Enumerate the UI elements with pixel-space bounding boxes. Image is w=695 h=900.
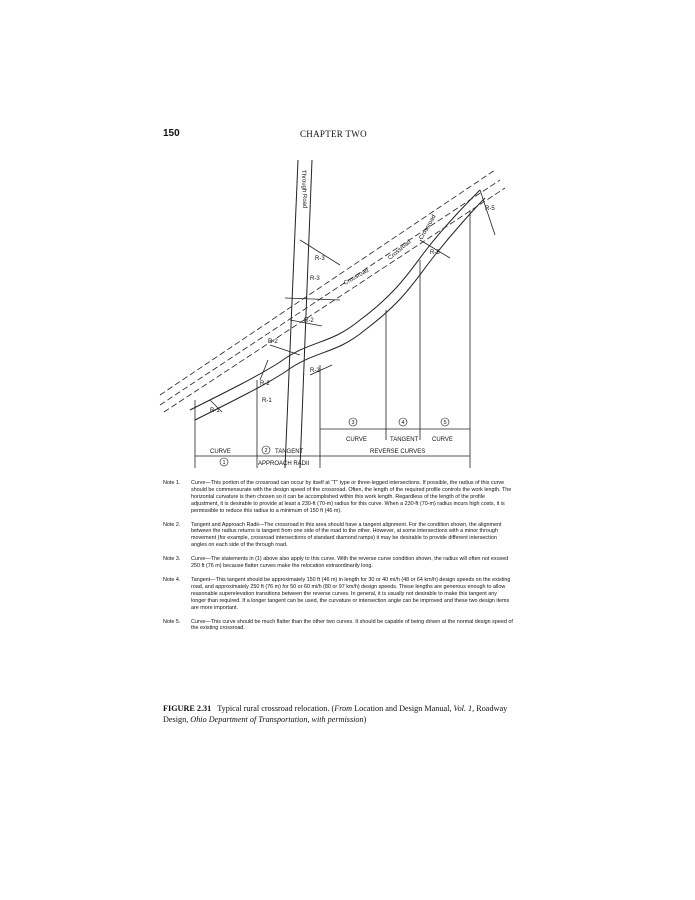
figure-caption [163,703,523,725]
label-curve-3: CURVE [346,437,367,443]
label-r1: R-1 [210,408,220,414]
existing-crossroad-line [160,170,495,395]
note-text: Curve—This portion of the crossroad can occur by itself at “T” type or three-legged intersections. If possible, the radius of this curve should be commensurate with the design speed of the crossroad. Often, the length of the required profile controls the work length. The horizontal curvature is then chosen so it can be accomplished within this work length. Regardless of the length of the profile adjustment, it is desirable to provide at least a 230-ft (70-m) radius for this curve. When a 230-ft (70-m) radius incurs high costs, it is permissible to reduce this radius to a minimum of 150 ft (46 m). [191,480,512,514]
note-text: Curve—The statements in (1) above also apply to this curve. With the reverse curve condition shown, the radius will often not exceed 250 ft (76 m) because flatter curves make the relocation extraordinarily long. [191,556,509,570]
marker-4-text: 4 [401,420,405,426]
label-curve-1: CURVE [210,449,231,455]
running-head: CHAPTER TWO [300,129,367,139]
label-crossroad: Crossroad [387,239,413,262]
label-crossroad: Crossroad [343,267,370,287]
note-text: Tangent and Approach Radii—The crossroad in this area should have a tangent alignment. For the condition shown, the alignment between the radius returns is tangent from one side of the road to the other. However, at some intersections with a minor through movement (for example, crossroad intersections of standard diamond ramps) it may be desirable to provide different intersection angles on each side of the through road. [191,521,502,549]
marker-5-text: 5 [443,420,447,426]
marker-1-text: 1 [222,460,226,466]
caption-part: Ohio Department of Transportation, with permission [190,715,364,724]
label-r5: R-5 [430,250,440,256]
label-tangent-4: TANGENT [390,437,419,443]
caption-part: ) [363,715,367,724]
caption-part: Location and Design Manual, [352,704,454,713]
figure-crossroad-relocation [150,150,540,480]
figure-drawing [150,150,540,480]
label-through-road: Through Road [300,169,308,209]
note-3 [163,556,513,570]
through-road-edge [285,160,298,468]
label-reverse-curves: REVERSE CURVES [370,449,426,455]
page-number: 150 [163,128,180,139]
label-r2: R-2 [268,339,278,345]
note-label: Note 3. [163,556,181,563]
caption-text [163,704,507,724]
marker-2-text: 2 [264,448,268,454]
note-2 [163,522,513,550]
marker-3-text: 3 [351,420,355,426]
note-label: Note 2. [163,521,181,528]
label-r5: R-5 [485,206,495,212]
note-1 [163,480,513,515]
existing-crossroad-line [160,180,500,405]
radius-line [480,190,495,235]
caption-part: Vol. 1, [453,704,475,713]
label-r3: R-3 [315,256,325,262]
label-r2: R-2 [304,318,314,324]
label-crossroad: Crossroad [418,214,438,241]
note-label: Note 1. [163,480,181,486]
label-r2: R-2 [260,381,270,387]
note-text: Curve—This curve should be much flatter than the other two curves. It should be capable of being driven at the normal design speed of the existing crossroad. [191,618,513,632]
note-text: Tangent—This tangent should be approximately 150 ft (46 m) in length for 30 or 40 mi/h (48 or 64 km/h) design speeds on the existing road, and approximately 250 ft (76 m) for 50 or 60 mi/h (80 or 97 km/h) design speeds. These lengths are generous enough to allow reasonable superelevation transitions between the reverse curves. In general, it is usually not desirable to make this tangent any longer than required. If a longer tangent can be used, the curvature or intersection angle can be improved and these two design items are more important. [191,576,511,611]
label-curve-5: CURVE [432,437,453,443]
label-r3: R-3 [310,276,320,282]
caption-part: Roadway Design, [163,704,508,724]
radius-line [270,345,300,355]
label-tangent-2: TANGENT [275,449,304,455]
note-4 [163,577,513,612]
radius-line [285,298,340,300]
caption-part: From [334,704,353,713]
label-r1: R-1 [262,398,272,404]
label-approach-radii: APPROACH RADII [258,461,310,467]
notes-list [163,480,513,639]
caption-part: Typical rural crossroad relocation. ( [217,704,335,713]
note-label: Note 5. [163,618,181,625]
label-r2: R-2 [310,368,320,374]
note-5 [163,619,513,633]
caption-label: FIGURE 2.31 [163,704,212,713]
note-label: Note 4. [163,576,181,583]
